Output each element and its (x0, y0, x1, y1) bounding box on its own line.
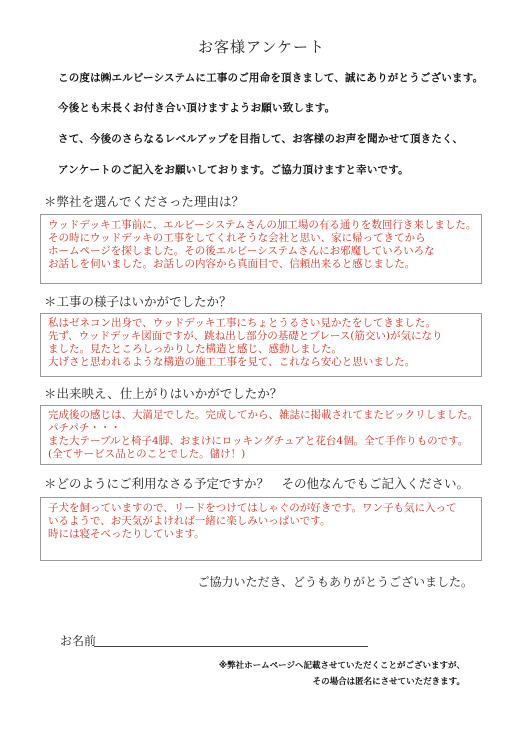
answer-3-line: (全てサービス品とのことでした。儲け！) (48, 448, 246, 460)
answer-1-line: ホームページを探しました。その後エルビーシステムさんにお邪魔していろいろな (48, 245, 435, 257)
question-3-label: ＊出来映え、仕上がりはいかがでしたか？ (44, 386, 283, 401)
answer-1-line: その時にウッドデッキの工事をしてくれそうな会社と思い、家に帰ってきてから (48, 232, 426, 244)
answer-1 (48, 219, 478, 271)
answer-2-line: 大げさと思われるような構造の施工工事を見て、これなら安心と思いました。 (48, 356, 416, 368)
intro-line-4: アンケートのご記入をお願いしております。ご協力頂けますと幸いです。 (58, 164, 409, 176)
answer-3-line: 完成後の感じは、大満足でした。完成してから、雑誌に掲載されてまたビックリしました。 (48, 409, 479, 421)
answer-2-line: 先ず、ウッドデッキ図面ですが、跳ね出し部分の基礎とブレース(筋交い)が気になり (48, 330, 443, 342)
answer-3-line: パチパチ・・・ (48, 422, 121, 434)
intro-line-1: この度は㈱エルビーシステムに工事のご用命を頂きまして、誠にありがとうございます。 (58, 72, 484, 84)
answer-4 (48, 502, 478, 541)
answer-2 (48, 317, 478, 369)
page-title: お客様アンケート (197, 38, 326, 56)
note-line-1: ※弊社ホームページへ記載させていただくことがございますが、 (218, 661, 465, 671)
answer-1-line: お話しを伺いました。お話しの内容から真面目で、信頼出来ると感じました。 (48, 258, 416, 270)
intro-line-3: さて、今後のさらなるレベルアップを目指して、お客様のお声を聞かせて頂きたく、 (58, 133, 464, 145)
answer-3-line: また大テーブルと椅子4脚、おまけにロッキングチュアと花台4個。全て手作りものです。 (48, 435, 469, 447)
answer-2-line: 私はゼネコン出身で、ウッドデッキ工事にちょとうるさい見かたをしてきました。 (48, 317, 436, 329)
question-2-label: ＊工事の様子はいかがでしたか？ (44, 294, 232, 309)
answer-2-line: ました。見たところしっかりした構造と感じ、感動しました。 (48, 343, 342, 355)
answer-4-line: 時には寝そべったりしています。 (48, 528, 205, 540)
answer-4-line: いるようで、お天気がよければ一緒に楽しみいっぱいです。 (48, 515, 331, 527)
answer-4-line: 子犬を飼っていますので、リードをつけてはしゃぐのが好きです。ワン子も気に入って (48, 502, 457, 514)
answer-1-line: ウッドデッキ工事前に、エルビーシステムさんの加工場の有る通りを数回行き来しました。 (48, 219, 477, 231)
intro-line-2: 今後とも末長くお付き合い頂けますようお願い致します。 (58, 102, 336, 114)
thanks-message: ご協力いただき、どうもありがとうございました。 (197, 575, 473, 589)
name-label: お名前 (60, 634, 97, 648)
answer-3 (48, 409, 478, 461)
question-4-label: ＊どのようにご利用なさる予定ですか？ その他なんでもご記入ください。 (44, 476, 470, 491)
name-underline (94, 646, 368, 647)
note-line-2: その場合は匿名にさせていただきます。 (312, 677, 465, 687)
question-1-label: ＊弊社を選んでくださった理由は？ (44, 194, 245, 209)
